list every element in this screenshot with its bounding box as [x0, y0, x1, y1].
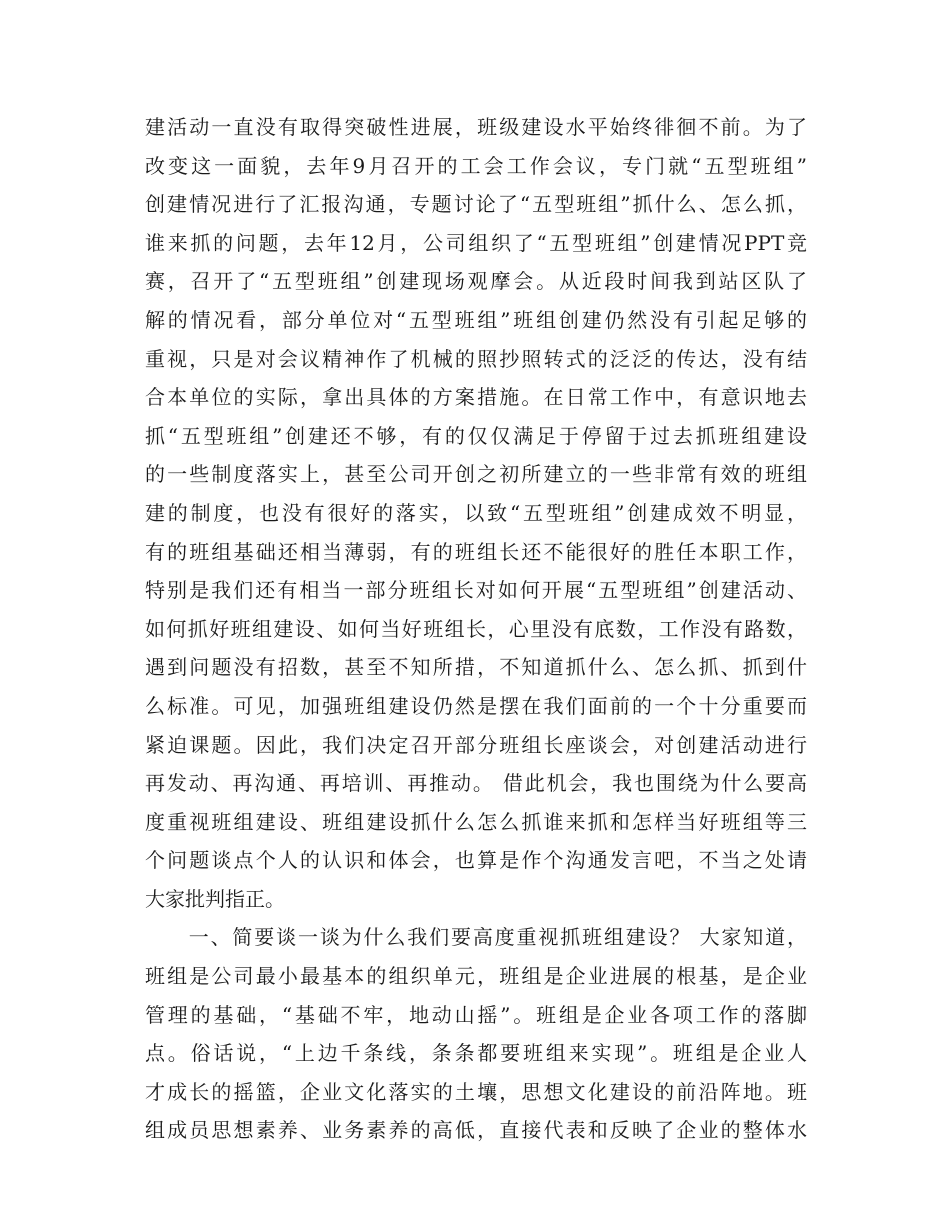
text-line: 度重视班组建设、班组建设抓什么怎么抓谁来抓和怎样当好班组等三 [145, 809, 807, 834]
document-body [145, 108, 807, 1150]
text-line: 改变这一面貌，去年9月召开的工会工作会议，专门就“五型班组” [145, 153, 807, 178]
text-line: 组成员思想素养、业务素养的高低，直接代表和反映了企业的整体水 [145, 1118, 807, 1143]
text-line: 抓“五型班组”创建还不够，有的仅仅满足于停留于过去抓班组建设 [145, 423, 807, 448]
text-line: 特别是我们还有相当一部分班组长对如何开展“五型班组”创建活动、 [145, 578, 807, 603]
text-line: 解的情况看，部分单位对“五型班组”班组创建仍然没有引起足够的 [145, 307, 807, 332]
text-line: 点。俗话说，“上边千条线，条条都要班组来实现”。班组是企业人 [145, 1041, 807, 1066]
text-line: 建的制度，也没有很好的落实，以致“五型班组”创建成效不明显， [145, 500, 807, 525]
text-line: 才成长的摇篮，企业文化落实的土壤，思想文化建设的前沿阵地。班 [145, 1079, 807, 1104]
text-line: 有的班组基础还相当薄弱，有的班组长还不能很好的胜任本职工作， [145, 539, 807, 564]
text-line: 遇到问题没有招数，甚至不知所措，不知道抓什么、怎么抓、抓到什 [145, 655, 807, 680]
text-line: 管理的基础，“基础不牢，地动山摇”。班组是企业各项工作的落脚 [145, 1002, 807, 1027]
text-line: 创建情况进行了汇报沟通，专题讨论了“五型班组”抓什么、怎么抓， [145, 192, 807, 217]
text-line: 重视，只是对会议精神作了机械的照抄照转式的泛泛的传达，没有结 [145, 346, 807, 371]
text-line: 谁来抓的问题，去年12月，公司组织了“五型班组”创建情况PPT竞 [145, 230, 807, 255]
text-line: 再发动、再沟通、再培训、再推动。 借此机会，我也围绕为什么要高 [145, 771, 807, 796]
text-line: 紧迫课题。因此，我们决定召开部分班组长座谈会，对创建活动进行 [145, 732, 807, 757]
text-line: 个问题谈点个人的认识和体会，也算是作个沟通发言吧，不当之处请 [145, 848, 807, 873]
text-line: 赛，召开了“五型班组”创建现场观摩会。从近段时间我到站区队了 [145, 269, 807, 294]
text-line: 如何抓好班组建设、如何当好班组长，心里没有底数，工作没有路数， [145, 616, 807, 641]
text-line: 合本单位的实际，拿出具体的方案措施。在日常工作中，有意识地去 [145, 385, 807, 410]
text-line: 建活动一直没有取得突破性进展，班级建设水平始终徘徊不前。为了 [145, 115, 807, 139]
text-line: 一、简要谈一谈为什么我们要高度重视抓班组建设？ 大家知道， [145, 925, 807, 950]
text-line: 么标准。可见，加强班组建设仍然是摆在我们面前的一个十分重要而 [145, 693, 807, 718]
text-line: 大家批判指正。 [145, 886, 285, 911]
text-line: 班组是公司最小最基本的组织单元，班组是企业进展的根基，是企业 [145, 964, 807, 989]
text-line: 的一些制度落实上，甚至公司开创之初所建立的一些非常有效的班组 [145, 462, 807, 487]
